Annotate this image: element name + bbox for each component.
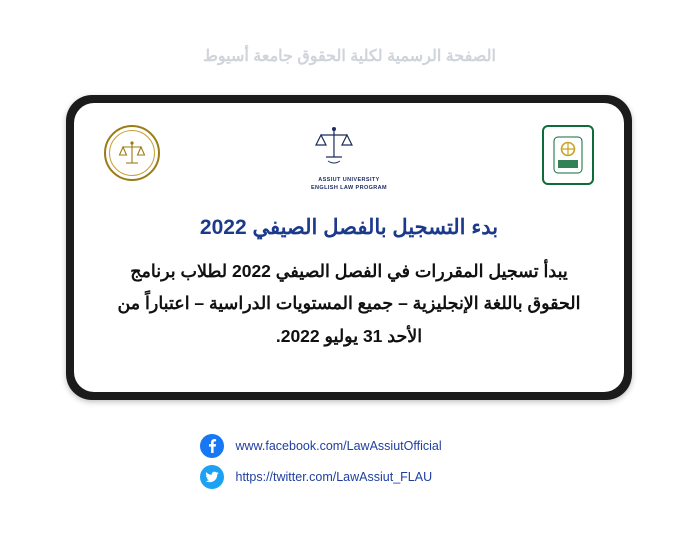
announcement-body: يبدأ تسجيل المقررات في الفصل الصيفي 2022 لطلاب برنامج الحقوق باللغة الإنجليزية – جميع المستويات الدراسية – اعتباراً من الأحد 31 يوليو 2022. <box>117 261 581 346</box>
assiut-law-faculty-seal-icon <box>104 125 160 181</box>
center-logo-caption-line2: ENGLISH LAW PROGRAM <box>310 185 388 192</box>
social-links <box>0 434 699 489</box>
announcement-title: بدء التسجيل بالفصل الصيفي 2022 <box>199 216 499 239</box>
assiut-university-english-law-program-logo-icon <box>311 123 387 193</box>
announcement-card <box>66 95 632 400</box>
twitter-url[interactable]: https://twitter.com/LawAssiut_FLAU <box>235 470 433 484</box>
center-logo-caption-line1: ASSIUT UNIVERSITY <box>318 177 380 183</box>
logo-row <box>74 125 624 195</box>
facebook-url[interactable]: www.facebook.com/LawAssiutOfficial <box>235 439 442 453</box>
assiut-university-emblem-icon <box>542 125 594 185</box>
twitter-row[interactable] <box>200 465 500 489</box>
facebook-row[interactable] <box>200 434 500 458</box>
facebook-icon[interactable] <box>200 434 224 458</box>
twitter-icon[interactable] <box>200 465 224 489</box>
announcement-card-inner <box>74 103 624 392</box>
page-header-text: الصفحة الرسمية لكلية الحقوق جامعة أسيوط <box>203 48 496 65</box>
